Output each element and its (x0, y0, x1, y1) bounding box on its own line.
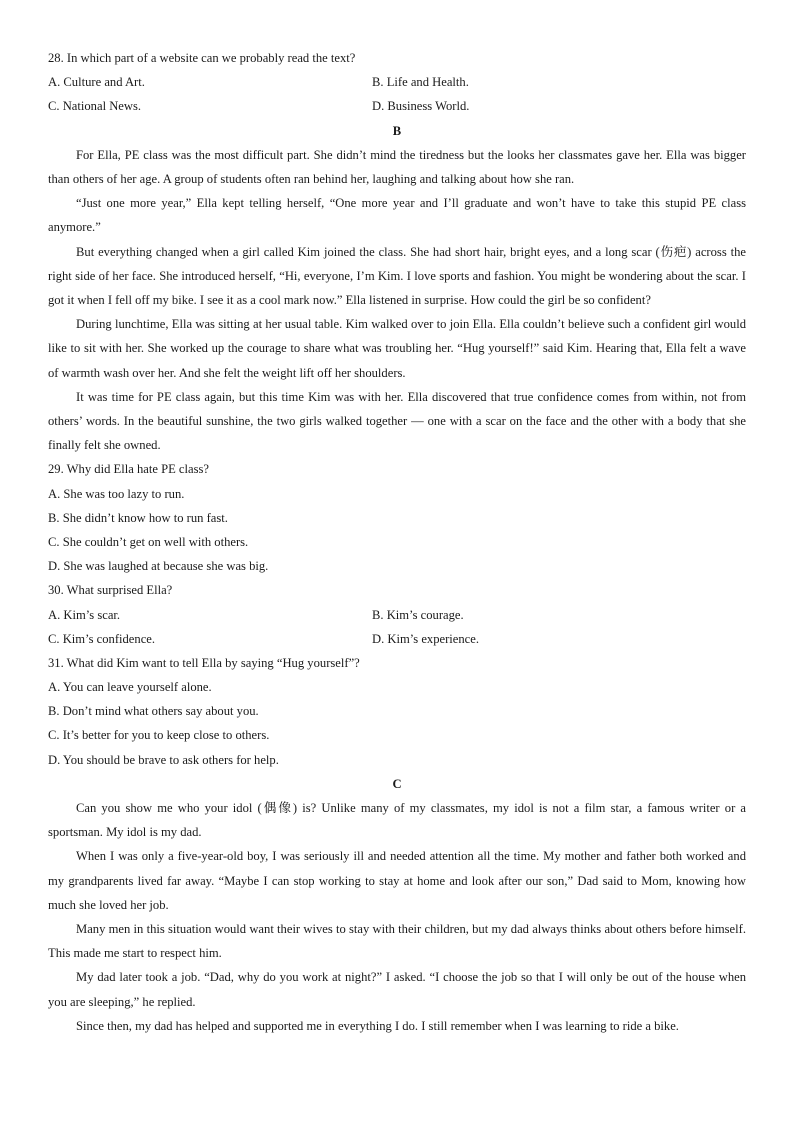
section-b-paragraph-4: During lunchtime, Ella was sitting at her usual table. Kim walked over to join Ella. Ella couldn’t believe such a confident girl would like to sit with her. She worked up the courage to share what was troubling her. “Hug yourself!” said Kim. Hearing that, Ella felt a wave of warmth wash over her. And she felt the weight lift off her shoulders. (48, 317, 746, 380)
question-29-option-c[interactable]: C. She couldn’t get on well with others. (48, 534, 249, 549)
section-c-paragraph-2: When I was only a five-year-old boy, I was seriously ill and needed attention all the time. My mother and father both worked and my grandparents lived far away. “Maybe I can stop working to stay at home and look after our son,” Dad said to Mom, knowing how much she loved her job. (48, 849, 746, 912)
question-31-option-b[interactable]: B. Don’t mind what others say about you. (48, 704, 259, 719)
question-29-option-b[interactable]: B. She didn’t know how to run fast. (48, 510, 228, 525)
section-b-heading: B (392, 123, 402, 138)
question-30-option-c[interactable]: C. Kim’s confidence. (48, 631, 156, 646)
section-c-paragraph-5: Since then, my dad has helped and supported me in everything I do. I still remember when I was learning to ride a bike. (76, 1018, 679, 1033)
question-30-options-row-2 (48, 627, 746, 651)
question-30-options-row-1 (48, 603, 746, 627)
question-28-option-c[interactable]: C. National News. (48, 99, 142, 114)
question-28-stem: 28. In which part of a website can we probably read the text? (48, 51, 356, 65)
section-c-heading: C (392, 776, 402, 791)
question-30-stem: 30. What surprised Ella? (48, 583, 173, 598)
question-28-options-row-1 (48, 70, 746, 94)
question-30-option-d[interactable]: D. Kim’s experience. (372, 631, 480, 646)
question-28-option-a[interactable]: A. Culture and Art. (48, 75, 145, 90)
exam-page (48, 46, 746, 1038)
section-c-paragraph-1: Can you show me who your idol (偶像) is? Unlike many of my classmates, my idol is not a film star, a famous writer or a sportsman. My idol is my dad. (48, 801, 746, 840)
section-c-paragraph-4: My dad later took a job. “Dad, why do you work at night?” I asked. “I choose the job so that I will only be out of the house when you are sleeping,” he replied. (48, 970, 746, 1009)
question-28-option-d[interactable]: D. Business World. (372, 99, 470, 114)
section-b-paragraph-5: It was time for PE class again, but this time Kim was with her. Ella discovered that true confidence comes from within, not from others’ words. In the beautiful sunshine, the two girls walked together — one with a scar on the face and the other with a body that she finally felt she owned. (48, 389, 746, 453)
question-30-option-a[interactable]: A. Kim’s scar. (48, 607, 121, 622)
question-31-option-c[interactable]: C. It’s better for you to keep close to others. (48, 728, 270, 743)
question-31-stem: 31. What did Kim want to tell Ella by saying “Hug yourself”? (48, 655, 360, 670)
question-28-option-b[interactable]: B. Life and Health. (372, 75, 469, 90)
section-b-paragraph-3: But everything changed when a girl called Kim joined the class. She had short hair, bright eyes, and a long scar (伤疤) across the right side of her face. She introduced herself, “Hi, everyone, I’m Kim. I love sports and fashion. You might be wondering about the scar. I got it when I fell off my bike. I see it as a cool mark now.” Ella listened in surprise. How could the girl be so confident? (48, 244, 746, 307)
question-31-option-d[interactable]: D. You should be brave to ask others for help. (48, 752, 279, 767)
section-b-paragraph-1: For Ella, PE class was the most difficult part. She didn’t mind the tiredness but the looks her classmates gave her. Ella was bigger than others of her age. A group of students often ran behind her, laughing and talking about how she ran. (48, 147, 746, 186)
question-29-option-a[interactable]: A. She was too lazy to run. (48, 486, 185, 501)
question-29-stem: 29. Why did Ella hate PE class? (48, 462, 210, 477)
question-29-option-d[interactable]: D. She was laughed at because she was big. (48, 559, 269, 574)
question-30-option-b[interactable]: B. Kim’s courage. (372, 607, 464, 622)
section-b-paragraph-2: “Just one more year,” Ella kept telling herself, “One more year and I’ll graduate and won’t have to take this stupid PE class anymore.” (48, 196, 746, 235)
section-c-paragraph-3: Many men in this situation would want their wives to stay with their children, but my dad always thinks about others before himself. This made me start to respect him. (48, 922, 746, 961)
question-31-option-a[interactable]: A. You can leave yourself alone. (48, 680, 212, 695)
question-28-options-row-2 (48, 94, 746, 118)
